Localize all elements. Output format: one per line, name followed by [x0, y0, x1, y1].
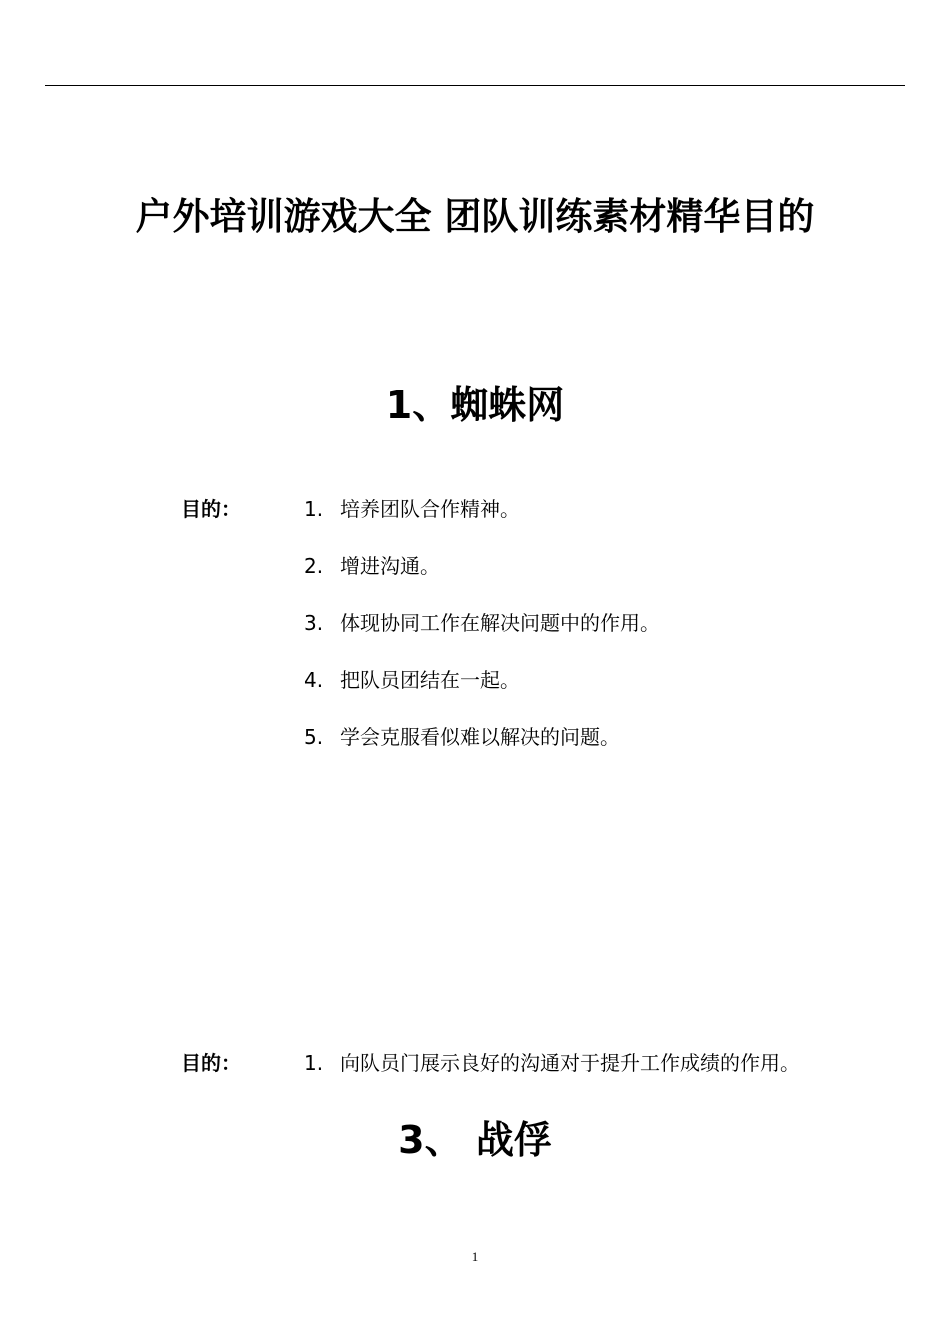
list-item — [304, 552, 660, 609]
section-heading-spider-web: 1、蜘蛛网 — [385, 383, 565, 427]
list-item-number: 3. — [304, 611, 324, 635]
list-item-text: 增进沟通。 — [340, 554, 440, 578]
list-item-text: 培养团队合作精神。 — [340, 497, 520, 521]
list-item — [304, 609, 660, 666]
document-title: 户外培训游戏大全 团队训练素材精华目的 — [135, 195, 815, 238]
list-item-number: 4. — [304, 668, 324, 692]
page-number: 1 — [471, 1249, 479, 1264]
list-item-text: 体现协同工作在解决问题中的作用。 — [340, 611, 660, 635]
purpose-list — [304, 495, 660, 780]
purpose-label: 目的： — [181, 497, 241, 521]
list-item-number: 2. — [304, 554, 324, 578]
list-item-number: 1. — [304, 497, 324, 521]
list-item-number: 5. — [304, 725, 324, 749]
list-item-text: 把队员团结在一起。 — [340, 668, 520, 692]
header-rule — [45, 85, 905, 86]
list-item — [304, 723, 660, 780]
list-item — [304, 1049, 800, 1106]
purpose-list — [304, 1049, 800, 1106]
purpose-label: 目的： — [181, 1051, 241, 1075]
list-item-number: 1. — [304, 1051, 324, 1075]
list-item-text: 学会克服看似难以解决的问题。 — [340, 725, 620, 749]
list-item — [304, 666, 660, 723]
section-heading-prisoner: 3、 战俘 — [398, 1118, 552, 1162]
list-item — [304, 495, 660, 552]
list-item-text: 向队员门展示良好的沟通对于提升工作成绩的作用。 — [340, 1051, 800, 1075]
